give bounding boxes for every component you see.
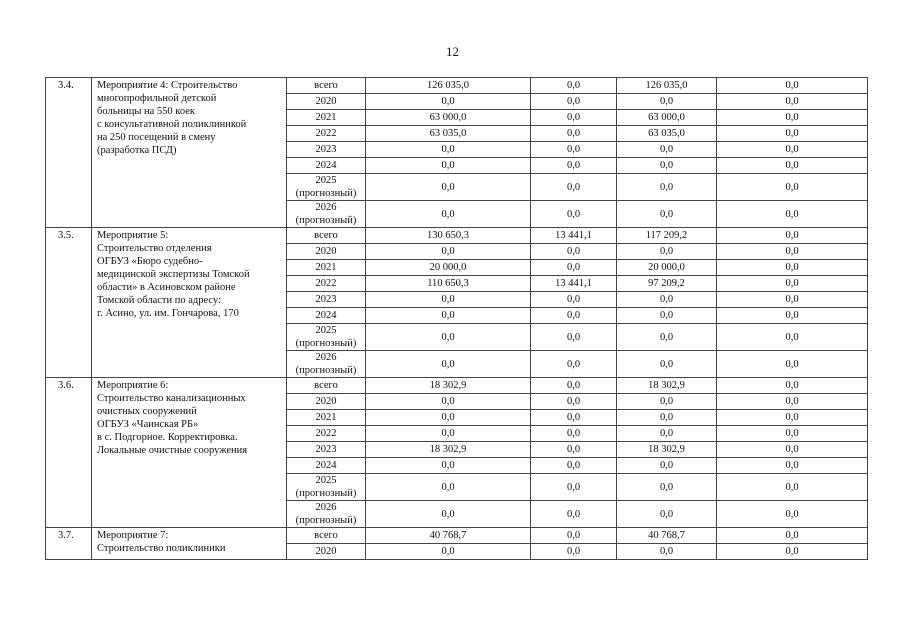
value-cell-v2: 0,0 [531, 544, 617, 560]
year-cell [287, 351, 366, 378]
year-label: 2024 [315, 160, 337, 171]
year-cell [287, 201, 366, 228]
value-cell-v4: 0,0 [717, 378, 868, 394]
item-name [92, 228, 287, 378]
value-cell-v4: 0,0 [717, 142, 868, 158]
year-label: 2026 [315, 352, 337, 363]
value-cell-v3: 0,0 [617, 244, 717, 260]
value-cell-v3: 40 768,7 [617, 528, 717, 544]
year-cell [287, 126, 366, 142]
value-cell-v2: 0,0 [531, 501, 617, 528]
item-name-line: очистных сооружений [97, 406, 197, 417]
value-cell-v2: 0,0 [531, 78, 617, 94]
year-label: 2026 [315, 502, 337, 513]
table-row [46, 228, 868, 244]
value-cell-v3: 63 035,0 [617, 126, 717, 142]
value-cell-v4: 0,0 [717, 442, 868, 458]
value-cell-v4: 0,0 [717, 474, 868, 501]
table-row [46, 378, 868, 394]
value-cell-v1: 0,0 [366, 410, 531, 426]
year-forecast-label: (прогнозный) [295, 365, 357, 376]
value-cell-v2: 0,0 [531, 201, 617, 228]
value-cell-v3: 0,0 [617, 394, 717, 410]
item-number: 3.7. [46, 528, 92, 560]
year-label: 2021 [315, 412, 337, 423]
year-cell [287, 528, 366, 544]
year-forecast-label: (прогнозный) [295, 215, 357, 226]
value-cell-v1: 0,0 [366, 458, 531, 474]
value-cell-v1: 20 000,0 [366, 260, 531, 276]
year-label: 2022 [315, 278, 337, 289]
value-cell-v4: 0,0 [717, 528, 868, 544]
year-cell [287, 142, 366, 158]
year-cell [287, 442, 366, 458]
year-cell [287, 410, 366, 426]
year-label: 2025 [315, 475, 337, 486]
table-row [46, 528, 868, 544]
year-label: 2020 [315, 96, 337, 107]
value-cell-v3: 18 302,9 [617, 442, 717, 458]
year-forecast-label: (прогнозный) [295, 338, 357, 349]
value-cell-v2: 0,0 [531, 292, 617, 308]
year-label: 2022 [315, 128, 337, 139]
value-cell-v1: 0,0 [366, 324, 531, 351]
item-name-line: ОГБУЗ «Чаинская РБ» [97, 419, 199, 430]
value-cell-v2: 0,0 [531, 378, 617, 394]
year-label: 2020 [315, 546, 337, 557]
value-cell-v3: 0,0 [617, 410, 717, 426]
value-cell-v4: 0,0 [717, 110, 868, 126]
value-cell-v3: 0,0 [617, 544, 717, 560]
value-cell-v2: 0,0 [531, 308, 617, 324]
year-label: 2023 [315, 144, 337, 155]
value-cell-v2: 0,0 [531, 426, 617, 442]
value-cell-v1: 0,0 [366, 142, 531, 158]
item-number: 3.5. [46, 228, 92, 378]
item-name-line: г. Асино, ул. им. Гончарова, 170 [97, 308, 239, 319]
year-cell [287, 394, 366, 410]
year-forecast-label: (прогнозный) [295, 188, 357, 199]
year-cell [287, 174, 366, 201]
value-cell-v4: 0,0 [717, 78, 868, 94]
year-cell [287, 474, 366, 501]
year-cell [287, 158, 366, 174]
value-cell-v4: 0,0 [717, 426, 868, 442]
year-label: всего [314, 80, 338, 91]
value-cell-v2: 0,0 [531, 126, 617, 142]
value-cell-v1: 0,0 [366, 174, 531, 201]
value-cell-v1: 0,0 [366, 158, 531, 174]
value-cell-v2: 0,0 [531, 94, 617, 110]
value-cell-v3: 63 000,0 [617, 110, 717, 126]
item-name-line: в с. Подгорное. Корректировка. [97, 432, 238, 443]
year-label: всего [314, 380, 338, 391]
year-label: всего [314, 530, 338, 541]
year-label: 2023 [315, 294, 337, 305]
year-cell [287, 324, 366, 351]
value-cell-v1: 63 000,0 [366, 110, 531, 126]
value-cell-v1: 126 035,0 [366, 78, 531, 94]
item-name-line: на 250 посещений в смену [97, 132, 216, 143]
value-cell-v2: 0,0 [531, 324, 617, 351]
value-cell-v4: 0,0 [717, 458, 868, 474]
value-cell-v1: 0,0 [366, 394, 531, 410]
item-name-line: (разработка ПСД) [97, 145, 177, 156]
item-name-line: Строительство поликлиники [97, 543, 226, 554]
value-cell-v3: 0,0 [617, 174, 717, 201]
value-cell-v3: 20 000,0 [617, 260, 717, 276]
value-cell-v2: 0,0 [531, 260, 617, 276]
value-cell-v4: 0,0 [717, 276, 868, 292]
value-cell-v3: 0,0 [617, 201, 717, 228]
value-cell-v3: 126 035,0 [617, 78, 717, 94]
value-cell-v4: 0,0 [717, 201, 868, 228]
year-label: 2026 [315, 202, 337, 213]
value-cell-v3: 97 209,2 [617, 276, 717, 292]
item-name [92, 528, 287, 560]
value-cell-v2: 13 441,1 [531, 276, 617, 292]
value-cell-v1: 0,0 [366, 308, 531, 324]
funding-table [45, 77, 868, 560]
value-cell-v4: 0,0 [717, 410, 868, 426]
value-cell-v3: 0,0 [617, 158, 717, 174]
year-label: 2023 [315, 444, 337, 455]
year-cell [287, 501, 366, 528]
item-name-line: ОГБУЗ «Бюро судебно- [97, 256, 203, 267]
item-name-line: с консультативной поликлиникой [97, 119, 247, 130]
item-name-line: Строительство канализационных [97, 393, 246, 404]
value-cell-v3: 18 302,9 [617, 378, 717, 394]
item-name-line: Мероприятие 5: [97, 230, 169, 241]
value-cell-v2: 0,0 [531, 174, 617, 201]
year-label: 2021 [315, 262, 337, 273]
value-cell-v4: 0,0 [717, 94, 868, 110]
year-cell [287, 426, 366, 442]
value-cell-v4: 0,0 [717, 126, 868, 142]
value-cell-v1: 0,0 [366, 474, 531, 501]
value-cell-v4: 0,0 [717, 174, 868, 201]
year-cell [287, 110, 366, 126]
value-cell-v2: 0,0 [531, 528, 617, 544]
value-cell-v1: 40 768,7 [366, 528, 531, 544]
value-cell-v3: 0,0 [617, 501, 717, 528]
year-cell [287, 276, 366, 292]
value-cell-v3: 0,0 [617, 142, 717, 158]
year-cell [287, 458, 366, 474]
value-cell-v1: 0,0 [366, 351, 531, 378]
value-cell-v2: 0,0 [531, 474, 617, 501]
value-cell-v4: 0,0 [717, 158, 868, 174]
value-cell-v3: 0,0 [617, 458, 717, 474]
value-cell-v1: 130 650,3 [366, 228, 531, 244]
year-label: 2024 [315, 310, 337, 321]
year-cell [287, 544, 366, 560]
year-label: 2021 [315, 112, 337, 123]
item-name-line: медицинской экспертизы Томской [97, 269, 250, 280]
value-cell-v2: 0,0 [531, 158, 617, 174]
value-cell-v3: 0,0 [617, 292, 717, 308]
value-cell-v3: 117 209,2 [617, 228, 717, 244]
value-cell-v4: 0,0 [717, 324, 868, 351]
item-name-line: области» в Асиновском районе [97, 282, 236, 293]
year-label: 2024 [315, 460, 337, 471]
year-forecast-label: (прогнозный) [295, 515, 357, 526]
item-name-line: многопрофильной детской [97, 93, 217, 104]
value-cell-v3: 0,0 [617, 351, 717, 378]
value-cell-v2: 0,0 [531, 110, 617, 126]
value-cell-v1: 63 035,0 [366, 126, 531, 142]
year-label: 2022 [315, 428, 337, 439]
value-cell-v2: 0,0 [531, 394, 617, 410]
year-cell [287, 292, 366, 308]
value-cell-v4: 0,0 [717, 394, 868, 410]
value-cell-v4: 0,0 [717, 228, 868, 244]
year-cell [287, 308, 366, 324]
value-cell-v2: 0,0 [531, 244, 617, 260]
value-cell-v4: 0,0 [717, 308, 868, 324]
value-cell-v2: 0,0 [531, 442, 617, 458]
value-cell-v1: 0,0 [366, 426, 531, 442]
item-name-line: Мероприятие 6: [97, 380, 169, 391]
value-cell-v2: 0,0 [531, 142, 617, 158]
value-cell-v3: 0,0 [617, 308, 717, 324]
value-cell-v1: 0,0 [366, 94, 531, 110]
table-row [46, 78, 868, 94]
value-cell-v2: 0,0 [531, 410, 617, 426]
year-cell [287, 228, 366, 244]
item-number: 3.4. [46, 78, 92, 228]
value-cell-v2: 0,0 [531, 458, 617, 474]
value-cell-v4: 0,0 [717, 292, 868, 308]
value-cell-v1: 110 650,3 [366, 276, 531, 292]
item-name-line: больницы на 550 коек [97, 106, 196, 117]
value-cell-v2: 0,0 [531, 351, 617, 378]
value-cell-v4: 0,0 [717, 351, 868, 378]
value-cell-v1: 0,0 [366, 501, 531, 528]
value-cell-v4: 0,0 [717, 501, 868, 528]
year-forecast-label: (прогнозный) [295, 488, 357, 499]
value-cell-v4: 0,0 [717, 544, 868, 560]
value-cell-v3: 0,0 [617, 426, 717, 442]
item-name [92, 378, 287, 528]
value-cell-v3: 0,0 [617, 94, 717, 110]
item-name [92, 78, 287, 228]
value-cell-v4: 0,0 [717, 260, 868, 276]
year-label: всего [314, 230, 338, 241]
year-cell [287, 378, 366, 394]
year-label: 2025 [315, 325, 337, 336]
item-number: 3.6. [46, 378, 92, 528]
value-cell-v2: 13 441,1 [531, 228, 617, 244]
item-name-line: Локальные очистные сооружения [97, 445, 248, 456]
year-cell [287, 244, 366, 260]
year-cell [287, 94, 366, 110]
year-label: 2020 [315, 246, 337, 257]
year-cell [287, 260, 366, 276]
value-cell-v1: 0,0 [366, 292, 531, 308]
item-name-line: Мероприятие 7: [97, 530, 169, 541]
year-label: 2025 [315, 175, 337, 186]
value-cell-v4: 0,0 [717, 244, 868, 260]
value-cell-v1: 18 302,9 [366, 442, 531, 458]
item-name-line: Томской области по адресу: [97, 295, 221, 306]
value-cell-v1: 0,0 [366, 244, 531, 260]
year-label: 2020 [315, 396, 337, 407]
value-cell-v1: 0,0 [366, 544, 531, 560]
item-name-line: Мероприятие 4: Строительство [97, 80, 238, 91]
value-cell-v1: 0,0 [366, 201, 531, 228]
item-name-line: Строительство отделения [97, 243, 212, 254]
value-cell-v1: 18 302,9 [366, 378, 531, 394]
value-cell-v3: 0,0 [617, 324, 717, 351]
year-cell [287, 78, 366, 94]
page-number: 12 [446, 44, 459, 59]
value-cell-v3: 0,0 [617, 474, 717, 501]
